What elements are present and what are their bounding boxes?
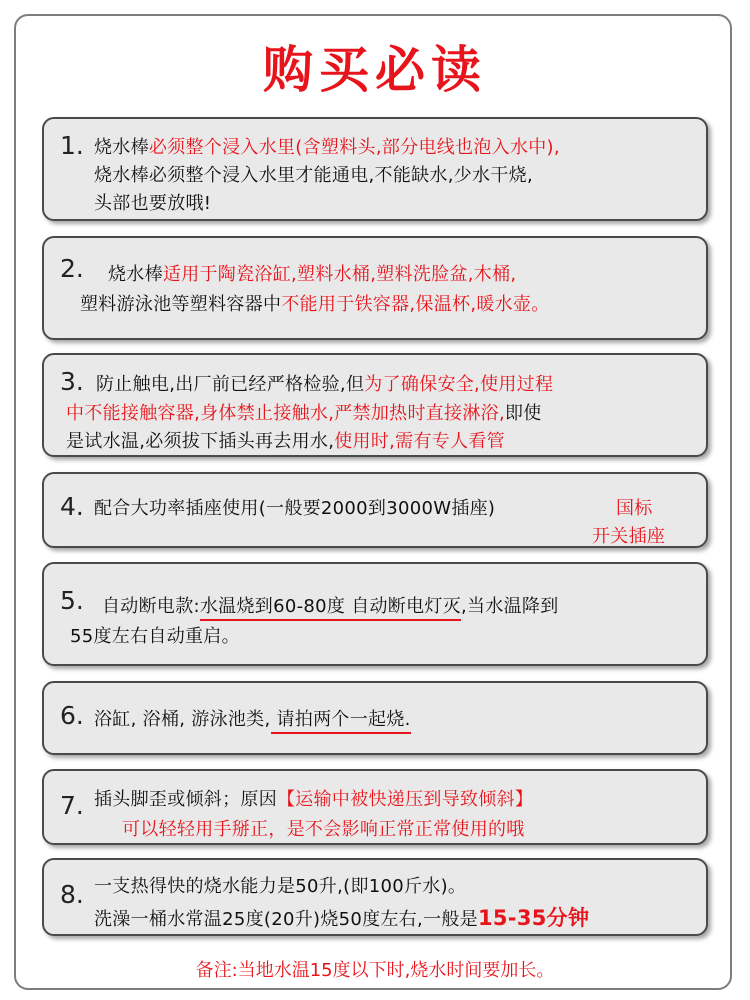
text-segment: 烧水棒 <box>94 137 149 158</box>
notice-card-2 <box>42 236 708 340</box>
notice-card-7 <box>42 769 708 845</box>
text-segment: 浴缸, 浴桶, 游泳池类, <box>94 709 271 730</box>
notice-card-3 <box>42 353 708 457</box>
page-title: 购买必读 <box>263 41 487 99</box>
underlined-text: 水温烧到60-80度 自动断电灯灭 <box>200 596 461 621</box>
card-line: 烧水棒必须整个浸入水里才能通电,不能缺水,少水干烧, <box>94 165 533 186</box>
card-line: 55度左右自动重启。 <box>70 626 240 647</box>
card-line <box>94 133 560 159</box>
card-line: 一支热得快的烧水能力是50升,(即100斤水)。 <box>94 876 467 897</box>
highlight-text: 国标 <box>616 498 653 519</box>
item-number: 1. <box>60 131 84 160</box>
card-line <box>94 902 589 932</box>
highlight-text: 可以轻轻用手掰正，是不会影响正常正常使用的哦 <box>122 819 525 840</box>
item-number: 8. <box>60 880 84 909</box>
underlined-text: 请拍两个一起烧. <box>271 709 411 734</box>
text-segment: 自动断电款: <box>102 596 200 617</box>
text-segment: ,当水温降到 <box>461 596 559 617</box>
item-number: 7. <box>60 791 84 820</box>
notice-card-1 <box>42 117 708 221</box>
card-line <box>94 785 533 811</box>
card-line <box>80 290 550 316</box>
highlight-text: 中不能接触容器,身体禁止接触水,严禁加热时直接淋浴, <box>66 403 505 424</box>
highlight-text: 必须整个浸入水里(含塑料头,部分电线也泡入水中), <box>148 137 560 158</box>
item-number: 6. <box>60 701 84 730</box>
notice-card-4 <box>42 472 708 548</box>
item-number: 4. <box>60 492 84 521</box>
notice-card-6 <box>42 681 708 755</box>
notice-card-8 <box>42 858 708 936</box>
text-segment: 插头脚歪或倾斜；原因 <box>94 789 277 810</box>
text-segment: 塑料游泳池等塑料容器中 <box>80 294 282 315</box>
text-segment: 是试水温,必须拔下插头再去用水, <box>66 431 335 452</box>
item-number: 5. <box>60 586 84 615</box>
card-line: 配合大功率插座使用(一般要2000到3000W插座) <box>94 498 496 519</box>
card-line <box>108 260 516 286</box>
highlight-text: 【运输中被快递压到导致倾斜】 <box>277 789 534 810</box>
text-segment: 即使 <box>504 403 542 424</box>
highlight-text: 开关插座 <box>592 526 666 547</box>
highlight-text: 不能用于铁容器,保温杯,暖水壶。 <box>281 294 550 315</box>
footer-note: 备注:当地水温15度以下时,烧水时间要加长。 <box>195 960 555 981</box>
card-line <box>94 705 411 731</box>
item-number: 3. <box>60 367 84 396</box>
card-line: 头部也要放哦! <box>94 193 212 214</box>
item-number: 2. <box>60 254 84 283</box>
card-line <box>66 399 542 425</box>
time-range-highlight: 15-35分钟 <box>477 906 590 930</box>
text-segment: 烧水棒 <box>108 264 163 285</box>
card-line <box>96 370 553 396</box>
highlight-text: 使用时,需有专人看管 <box>334 431 505 452</box>
text-segment: 防止触电,出厂前已经严格检验,但 <box>96 374 365 395</box>
text-segment: 洗澡一桶水常温25度(20升)烧50度左右,一般是 <box>94 909 478 930</box>
card-line <box>66 427 505 453</box>
notice-card-5 <box>42 562 708 666</box>
highlight-text: 为了确保安全,使用过程 <box>364 374 554 395</box>
highlight-text: 适用于陶瓷浴缸,塑料水桶,塑料洗脸盆,木桶, <box>162 264 517 285</box>
card-line <box>102 592 559 618</box>
